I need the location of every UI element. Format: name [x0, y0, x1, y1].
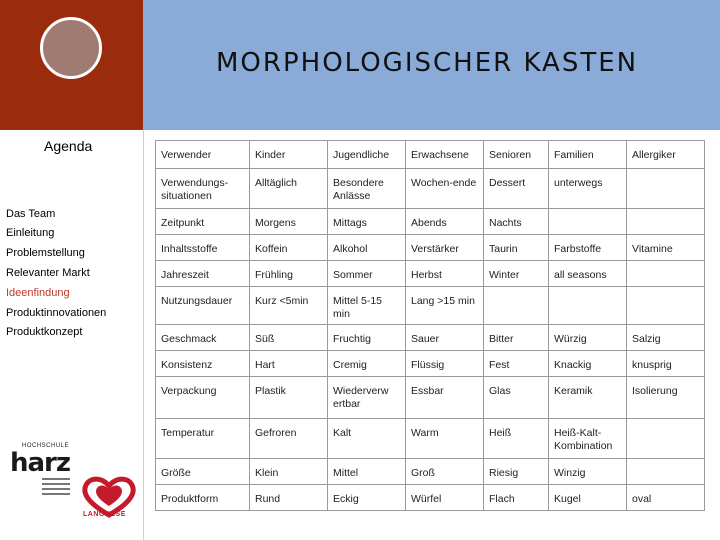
table-cell: all seasons: [549, 261, 627, 287]
sidebar-divider: [143, 130, 144, 540]
table-cell: Familien: [549, 141, 627, 169]
table-cell: oval: [627, 485, 705, 511]
table-cell: Warm: [406, 419, 484, 459]
table-cell: Mittel 5-15 min: [328, 287, 406, 325]
table-cell: Wiederverw ertbar: [328, 377, 406, 419]
table-cell: Knackig: [549, 351, 627, 377]
table-row: [156, 261, 705, 287]
table-row-header-cell: Nutzungsdauer: [156, 287, 250, 325]
table-cell: Kinder: [250, 141, 328, 169]
table-cell: Fest: [484, 351, 549, 377]
table-row-header-cell: Größe: [156, 459, 250, 485]
agenda-item-relevanter-markt[interactable]: Relevanter Markt: [6, 267, 90, 279]
table-cell: unterwegs: [549, 169, 627, 209]
table-cell: Winzig: [549, 459, 627, 485]
harz-logo-lines-icon: [42, 478, 70, 498]
table-cell: Flach: [484, 485, 549, 511]
table-cell: Dessert: [484, 169, 549, 209]
table-cell: Jugendliche: [328, 141, 406, 169]
table-cell: Isolierung: [627, 377, 705, 419]
table-cell: Cremig: [328, 351, 406, 377]
table-cell: Besondere Anlässe: [328, 169, 406, 209]
table-cell: Klein: [250, 459, 328, 485]
table-cell: Vitamine: [627, 235, 705, 261]
table-cell: Mittags: [328, 209, 406, 235]
table-cell: Alkohol: [328, 235, 406, 261]
table-cell: Koffein: [250, 235, 328, 261]
table-cell: [627, 169, 705, 209]
table-cell: Groß: [406, 459, 484, 485]
table-row-header-cell: Konsistenz: [156, 351, 250, 377]
table-cell: Heiß-Kalt-Kombination: [549, 419, 627, 459]
table-cell: Verstärker: [406, 235, 484, 261]
table-cell: Kalt: [328, 419, 406, 459]
table-cell: Kugel: [549, 485, 627, 511]
table-cell: [484, 287, 549, 325]
table-row: [156, 351, 705, 377]
table-row: [156, 235, 705, 261]
langnese-logo-text: LANGNESE: [83, 511, 126, 518]
table-row: [156, 419, 705, 459]
table-cell: Taurin: [484, 235, 549, 261]
table-row-header-cell: Produktform: [156, 485, 250, 511]
table-cell: [627, 459, 705, 485]
table-cell: Farbstoffe: [549, 235, 627, 261]
table-cell: Herbst: [406, 261, 484, 287]
table-row-header-cell: Verwender: [156, 141, 250, 169]
table-cell: Hart: [250, 351, 328, 377]
table-cell: Wochen-ende: [406, 169, 484, 209]
table-cell: Abends: [406, 209, 484, 235]
table-row: [156, 325, 705, 351]
table-cell: Fruchtig: [328, 325, 406, 351]
table-cell: Eckig: [328, 485, 406, 511]
table-cell: Morgens: [250, 209, 328, 235]
table-row: [156, 287, 705, 325]
agenda-item-ideenfindung[interactable]: Ideenfindung: [6, 287, 70, 299]
harz-logo: harz: [10, 448, 71, 478]
table-cell: Nachts: [484, 209, 549, 235]
table-cell: Heiß: [484, 419, 549, 459]
table-cell: Erwachsene: [406, 141, 484, 169]
page-title: MORPHOLOGISCHER KASTEN: [216, 48, 639, 78]
agenda-item-einleitung[interactable]: Einleitung: [6, 227, 55, 239]
table-cell: Frühling: [250, 261, 328, 287]
agenda-item-produktkonzept[interactable]: Produktkonzept: [6, 326, 83, 338]
table-cell: [549, 287, 627, 325]
table-row-header-cell: Temperatur: [156, 419, 250, 459]
header-red-block: [0, 0, 143, 130]
table-row-header-cell: Geschmack: [156, 325, 250, 351]
table-row-header-cell: Inhaltsstoffe: [156, 235, 250, 261]
table-cell: Gefroren: [250, 419, 328, 459]
table-cell: knusprig: [627, 351, 705, 377]
agenda-heading: Agenda: [44, 138, 93, 154]
table-cell: [627, 419, 705, 459]
table-row-header-cell: Jahreszeit: [156, 261, 250, 287]
table-cell: [627, 209, 705, 235]
table-row-header-cell: Verwendungs-situationen: [156, 169, 250, 209]
table-cell: Salzig: [627, 325, 705, 351]
agenda-item-das-team[interactable]: Das Team: [6, 208, 56, 220]
table-row: [156, 209, 705, 235]
table-cell: Sauer: [406, 325, 484, 351]
morphological-box-table: [155, 140, 705, 511]
table-cell: Keramik: [549, 377, 627, 419]
table-cell: Süß: [250, 325, 328, 351]
table-cell: [627, 261, 705, 287]
agenda-item-problemstellung[interactable]: Problemstellung: [6, 247, 85, 259]
table-cell: Plastik: [250, 377, 328, 419]
table-row: [156, 485, 705, 511]
table-row: [156, 141, 705, 169]
table-cell: Essbar: [406, 377, 484, 419]
table-cell: Sommer: [328, 261, 406, 287]
harz-logo-small-text: HOCHSCHULE: [22, 443, 70, 449]
table-cell: Senioren: [484, 141, 549, 169]
table-cell: Glas: [484, 377, 549, 419]
table-row-header-cell: Zeitpunkt: [156, 209, 250, 235]
table-cell: Kurz <5min: [250, 287, 328, 325]
table-cell: Bitter: [484, 325, 549, 351]
table-cell: Riesig: [484, 459, 549, 485]
table-cell: Lang >15 min: [406, 287, 484, 325]
decorative-circle-icon: [40, 17, 102, 79]
table-row: [156, 169, 705, 209]
table-cell: Flüssig: [406, 351, 484, 377]
table-row: [156, 377, 705, 419]
agenda-item-produktinnovationen[interactable]: Produktinnovationen: [6, 307, 107, 319]
table-cell: Winter: [484, 261, 549, 287]
table-row: [156, 459, 705, 485]
table-row-header-cell: Verpackung: [156, 377, 250, 419]
table-cell: Alltäglich: [250, 169, 328, 209]
table-cell: Mittel: [328, 459, 406, 485]
table-cell: Allergiker: [627, 141, 705, 169]
table-cell: Würfel: [406, 485, 484, 511]
table-cell: Rund: [250, 485, 328, 511]
table-cell: Würzig: [549, 325, 627, 351]
table-cell: [549, 209, 627, 235]
table-cell: [627, 287, 705, 325]
